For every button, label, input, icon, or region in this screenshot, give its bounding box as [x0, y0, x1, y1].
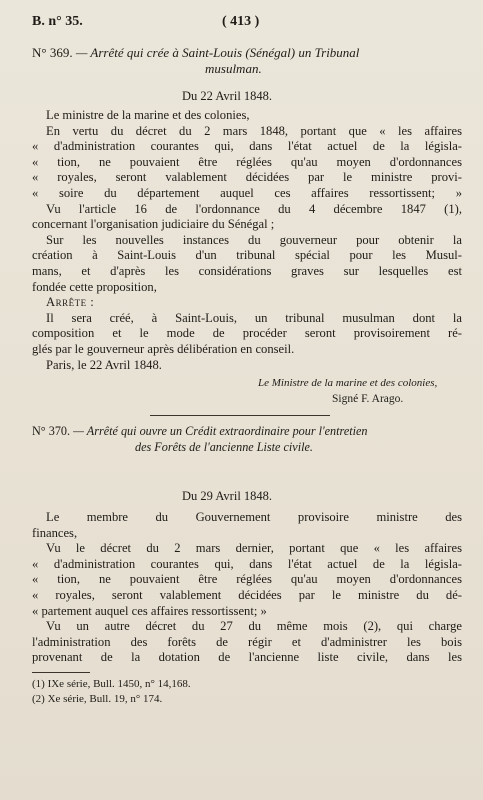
text-line: Vu le décret du 2 mars dernier, portant que « les affaires	[46, 541, 462, 556]
decree-369-number: N° 369.	[32, 45, 73, 60]
text-line: finances,	[32, 525, 78, 540]
place-date: Paris, le 22 Avril 1848.	[46, 357, 162, 372]
text-line: Le membre du Gouvernement provisoire ministre des	[46, 510, 462, 524]
text-line: « royales, seront valablement décidées par le ministre provi-	[32, 170, 462, 185]
decree-369-title-line2: musulman.	[205, 61, 262, 76]
text-line: création à Saint-Louis d'un tribunal spécial pour les Musul-	[32, 248, 462, 263]
text-line: « d'administration courantes qui, dans l'état actuel de la législa-	[32, 556, 462, 571]
decree-369-title	[32, 44, 359, 61]
text-line: Le ministre de la marine et des colonies,	[46, 108, 250, 122]
decree-370-number: N° 370.	[32, 424, 71, 438]
text-line: provenant de la dotation de l'ancienne liste civile, dans les	[32, 650, 462, 665]
text-line: « partement auquel ces affaires ressortissent; »	[32, 603, 267, 618]
text-line: l'administration des forêts de régir et d'administrer les bois	[32, 634, 462, 649]
text-line: « tion, ne pouvaient être réglées qu'au moyen d'ordonnances	[32, 572, 462, 587]
text-line: « d'administration courantes qui, dans l'état actuel de la législa-	[32, 139, 462, 154]
arrete-label: Arrête :	[46, 295, 95, 310]
page-number: ( 413 )	[222, 14, 260, 29]
footnote-2: (2) Xe série, Bull. 19, n° 174.	[32, 693, 163, 705]
text-line: glés par le gouverneur après délibération en conseil.	[32, 341, 295, 356]
decree-370-title	[32, 423, 368, 440]
text-line: « royales, seront valablement décidées par le ministre du dé-	[32, 587, 462, 602]
section-divider	[150, 415, 330, 416]
text-line: composition et le mode de procéder seront provisoirement ré-	[32, 326, 462, 341]
text-line: Il sera créé, à Saint-Louis, un tribunal musulman dont la	[46, 310, 462, 325]
footnote-1: (1) IXe série, Bull. 1450, n° 14,168.	[32, 678, 191, 690]
decree-370-date: Du 29 Avril 1848.	[182, 489, 273, 503]
decree-370-title-line1: — Arrêté qui ouvre un Crédit extraordinaire pour l'entretien	[73, 424, 368, 438]
text-line: fondée cette proposition,	[32, 279, 157, 294]
text-line: Vu un autre décret du 27 du même mois (2), qui charge	[46, 619, 462, 634]
text-line: mans, et d'après les considérations graves sur lesquelles est	[32, 263, 462, 278]
decree-369-title-line1: — Arrêté qui crée à Saint-Louis (Sénégal) un Tribunal	[75, 45, 360, 60]
text-line: « tion, ne pouvaient être réglées qu'au moyen d'ordonnances	[32, 154, 462, 169]
text-line: Sur les nouvelles instances du gouverneur pour obtenir la	[46, 232, 462, 247]
text-line: En vertu du décret du 2 mars 1848, portant que « les affaires	[46, 123, 462, 138]
decree-370-body	[32, 510, 462, 666]
signatory-title: Le Ministre de la marine et des colonies,	[258, 377, 438, 389]
decree-369-body	[32, 108, 462, 373]
decree-370-title-line2: des Forêts de l'ancienne Liste civile.	[135, 440, 313, 454]
text-line: concernant l'organisation judiciaire du Sénégal ;	[32, 217, 275, 232]
footnote-rule	[32, 672, 90, 673]
signature: Signé F. Arago.	[332, 393, 404, 405]
page-header	[32, 14, 455, 36]
bulletin-number: B. n° 35.	[32, 14, 83, 29]
text-line: « soire du département auquel ces affaires ressortissent; »	[32, 185, 462, 200]
decree-369-date: Du 22 Avril 1848.	[182, 89, 273, 103]
text-line: Vu l'article 16 de l'ordonnance du 4 décembre 1847 (1),	[46, 201, 462, 216]
